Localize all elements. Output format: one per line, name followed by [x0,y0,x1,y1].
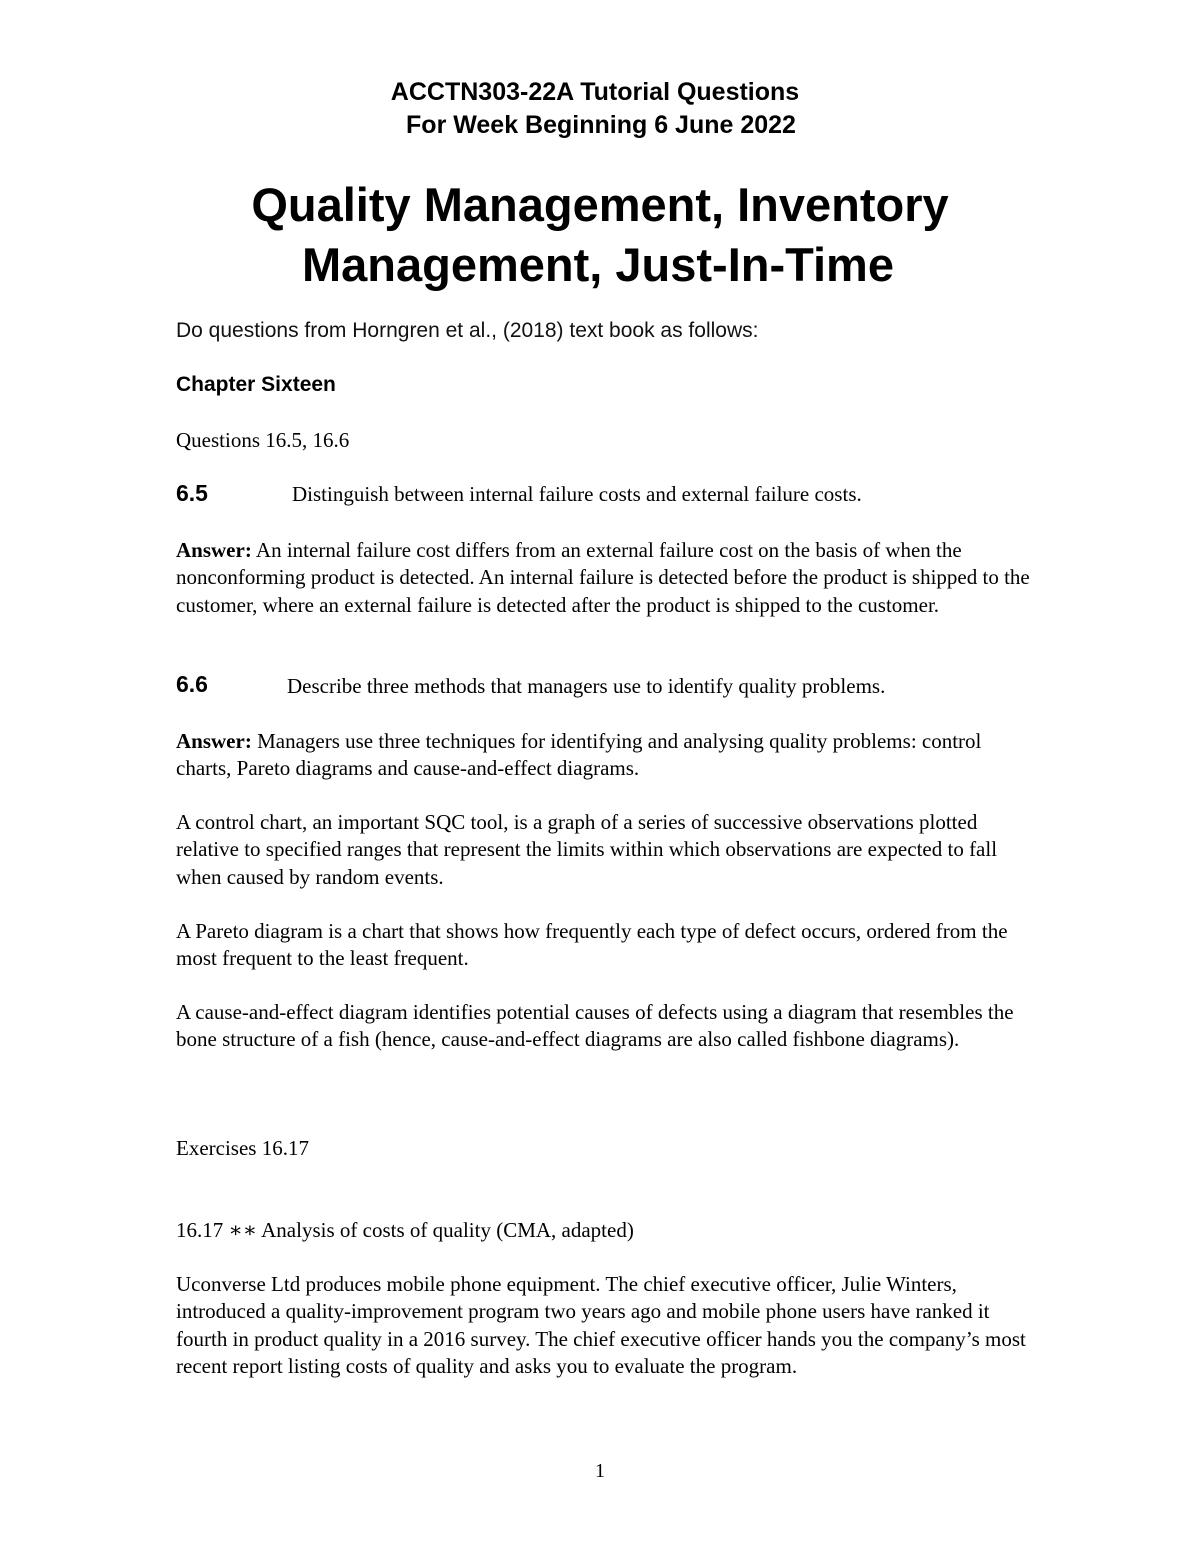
question-text-6-6: Describe three methods that managers use to identify quality problems. [287,674,886,698]
paragraph-control-chart: A control chart, an important SQC tool, is a graph of a series of successive observations plotted relative to specified ranges that represent the limits within which observations are expected to fall when caused by random events. [176,810,998,889]
exercises-list: Exercises 16.17 [176,1136,309,1160]
question-text-6-5: Distinguish between internal failure costs and external failure costs. [292,482,862,506]
answer-6-5-text: An internal failure cost differs from an external failure cost on the basis of when the nonconforming product is detected. An internal failure is detected before the product is shipped to the customer, where an external failure is detected after the product is shipped to the customer. [176,538,1030,617]
answer-6-5 [176,537,1036,619]
header-course-line: ACCTN303-22A Tutorial Questions [390,78,800,106]
question-number-6-6: 6.6 [176,671,208,697]
page-title-line-2: Management, Just-In-Time [302,238,894,291]
chapter-heading: Chapter Sixteen [176,373,336,396]
intro-text: Do questions from Horngren et al., (2018) text book as follows: [176,319,759,342]
paragraph-pareto-diagram: A Pareto diagram is a chart that shows how frequently each type of defect occurs, ordered from the most frequent to the least frequent. [176,919,1008,971]
header-week-line: For Week Beginning 6 June 2022 [406,111,796,139]
questions-list: Questions 16.5, 16.6 [176,428,350,452]
page-number: 1 [595,1460,605,1482]
answer-label: Answer: [176,538,252,562]
page-title-line-1: Quality Management, Inventory [251,178,949,231]
answer-6-6 [176,728,1036,783]
answer-6-6-text: Managers use three techniques for identifying and analysing quality problems: control charts, Pareto diagrams and cause-and-effect diagrams. [176,729,982,781]
question-number-6-5: 6.5 [176,480,208,506]
exercise-text: Uconverse Ltd produces mobile phone equipment. The chief executive officer, Julie Winters, introduced a quality-improvement program two years ago and mobile phone users have ranked it fourth in product quality in a 2016 survey. The chief executive officer hands you the company’s most recent report listing costs of quality and asks you to evaluate the program. [176,1272,1026,1378]
exercise-heading: 16.17 ∗∗ Analysis of costs of quality (CMA, adapted) [176,1218,634,1242]
paragraph-fishbone-diagram: A cause-and-effect diagram identifies potential causes of defects using a diagram that resembles the bone structure of a fish (hence, cause-and-effect diagrams are also called fishbone diagrams). [176,1000,1014,1052]
answer-label: Answer: [176,729,252,753]
